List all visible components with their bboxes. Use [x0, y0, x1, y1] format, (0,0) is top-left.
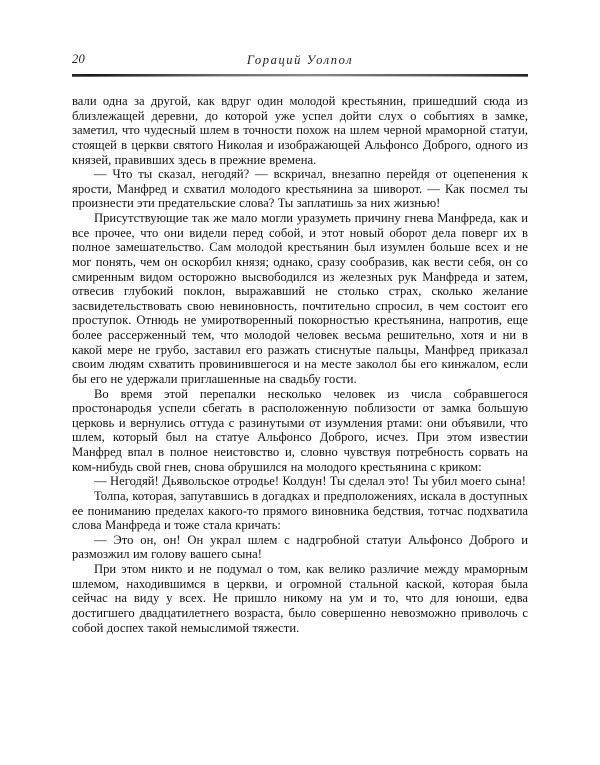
paragraph-dialogue: — Это он, он! Он украл шлем с надгробной статуи Альфонсо Доброго и размозжил им голову вашего сына! — [72, 532, 528, 562]
running-title: Гораций Уолпол — [246, 53, 354, 67]
running-header-row — [72, 52, 528, 70]
paragraph-narrative: Присутствующие так же мало могли уразуметь причину гнева Манфреда, как и все прочее, что они видели перед собой, и этот новый оборот дела поверг их в полное замешательство. Сам молодой крестьянин был изумлен больше всех и не мог понять, чем он оскорбил князя; однако, сразу сообразив, как вести себя, он со смиренным видом осторожно высвободился из железных рук Манфреда и затем, отвесив глубокий поклон, выражавший не столько страх, сколько желание засвидетельствовать свою невиновность, почтительно спросил, в чем состоит его проступок. Отнюдь не умиротворенный покорностью крестьянина, напротив, еще более рассерженный тем, что молодой человек весьма решительно, хотя и ни в какой мере не грубо, заставил его разжать стиснутые пальцы, Манфред приказал своим людям схватить провинившегося и на месте заколол бы его кинжалом, если бы его не удержали приглашенные на свадьбу гости. — [72, 211, 528, 386]
paragraph-narrative: Во время этой перепалки несколько человек из числа собравшегося простонародья успели сбегать в расположенную поблизости от замка большую церковь и вернулись оттуда с разинутыми от изумления ртами: они объявили, что шлем, который был на статуе Альфонсо Доброго, исчез. При этом известии Манфред впал в полное неистовство и, словно чувствуя потребность сорвать на ком-нибудь свой гнев, снова обрушился на молодого крестьянина с криком: — [72, 386, 528, 474]
paragraph-dialogue: — Что ты сказал, негодяй? — вскричал, внезапно перейдя от оцепенения к ярости, Манфред и схватил молодого крестьянина за шиворот. — Как посмел ты произнести эти предательские слова? Ты заплатишь за них жизнью! — [72, 167, 528, 211]
divider-thin-line — [72, 76, 528, 77]
paragraph-dialogue: — Негодяй! Дьявольское отродье! Колдун! Ты сделал это! Ты убил моего сына! — [94, 474, 526, 489]
page-number: 20 — [72, 52, 86, 66]
paragraph-narrative: При этом никто и не подумал о том, как велико различие между мраморным шлемом, находившимся в церкви, и огромной стальной каской, которая была сейчас на виду у всех. Не пришло никому на ум и то, что для юноши, едва достигшего двадцатилетнего возраста, было совершенно невозможно приволочь с собой доспех такой немыслимой тяжести. — [72, 562, 528, 635]
header-divider-rule — [72, 74, 528, 77]
running-header — [72, 52, 528, 70]
body-text-column — [72, 94, 528, 635]
paragraph-continuation: вали одна за другой, как вдруг один молодой крестьянин, пришедший сюда из близлежащей деревни, до которой уже успел дойти слух о событиях в замке, заметил, что чудесный шлем в точности похож на шлем черной мраморной статуи, стоящей в церкви святого Николая и изображающей Альфонсо Доброго, одного из князей, правивших здесь в прежние времена. — [72, 94, 528, 167]
paragraph-narrative: Толпа, которая, запутавшись в догадках и предположениях, искала в доступных ее пониманию пределах какого-то прямого виновника бедствия, тотчас подхватила слова Манфреда и тоже стала кричать: — [72, 488, 528, 533]
